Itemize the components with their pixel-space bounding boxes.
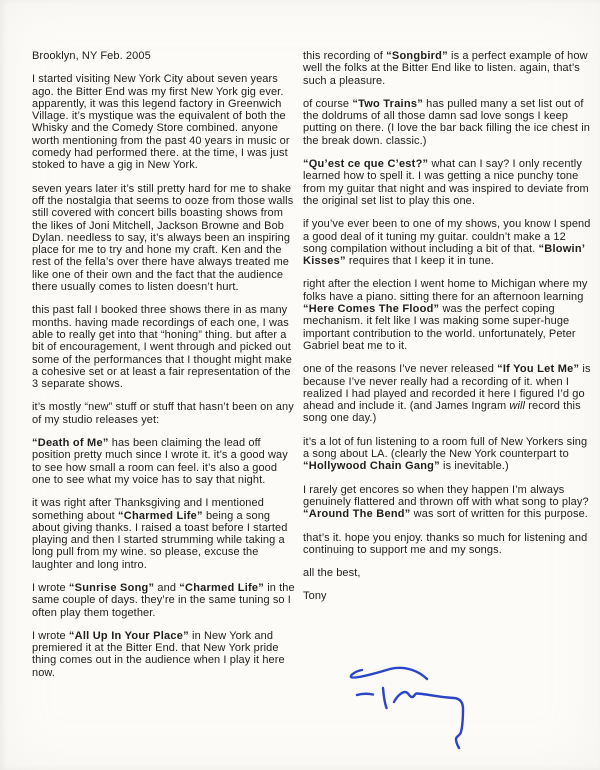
text-run: that’s it. hope you enjoy. thanks so much for listening and continuing to support me and my songs. xyxy=(303,531,588,556)
signature-stroke-tail xyxy=(394,692,463,748)
signer-name: Tony xyxy=(303,590,327,603)
text-run: if you’ve ever been to one of my shows, you know I spend a good deal of it tuning my guitar. couldn’t make a 12 song compilation without including a bit of that. xyxy=(303,218,591,255)
text-run: record this song one day.) xyxy=(303,400,581,425)
text-run: it was right after Thanksgiving and I mentioned something about xyxy=(32,497,264,522)
paragraph xyxy=(32,582,296,619)
text-run: I rarely get encores so when they happen I’m always genuinely flattered and thrown off with what song to play? xyxy=(303,483,589,508)
text-run: what can I say? I only recently learned how to spell it. I was getting a nice punchy tone from my guitar that night and was inspired to deviate from the original set list to play this one. xyxy=(303,158,589,207)
paragraph xyxy=(32,73,296,171)
left-paragraphs xyxy=(32,73,296,679)
text-run: has been claiming the lead off position pretty much since I wrote it. it’s a good way to see how small a room can feel. it’s also a good one to see what my voice has to say that night. xyxy=(32,437,288,486)
text-run: is inevitable.) xyxy=(439,460,509,473)
paragraph xyxy=(303,98,591,147)
text-run: “Hollywood Chain Gang” xyxy=(303,460,440,473)
text-run: “Sunrise Song” xyxy=(68,581,155,594)
text-run: this past fall I booked three shows there in as many months. having made recordings of each one, I was able to really get into that “honing” thing. but after a bit of encouragement, I went through and picked out some of the performances that I thought might make a cohesive set or at least a fair representation of the 3 separate shows. xyxy=(32,304,292,391)
signature-ink xyxy=(351,668,463,748)
text-run: of course xyxy=(303,97,353,110)
paragraph xyxy=(32,304,296,390)
text-run: “Qu’est ce que C’est?” xyxy=(303,158,429,171)
text-run: “Death of Me” xyxy=(32,437,109,450)
right-column xyxy=(303,50,591,614)
text-run: in New York and premiered it at the Bitter End. that New York pride thing comes out in the audience when I play it here now. xyxy=(32,629,285,679)
text-run: “All Up In Your Place” xyxy=(68,629,189,642)
text-run: will xyxy=(509,400,526,413)
text-run: right after the election I went home to Michigan where my folks have a piano. sitting there for an afternoon learning xyxy=(303,278,588,303)
paragraph xyxy=(303,158,591,207)
paragraph xyxy=(32,437,296,486)
signature-stroke-dash xyxy=(357,694,373,695)
text-run: this recording of xyxy=(303,50,387,62)
paragraph xyxy=(303,532,591,557)
paragraph xyxy=(303,50,591,87)
text-run: was sort of written for this purpose. xyxy=(410,508,588,521)
paragraph xyxy=(303,278,591,352)
text-run: is a perfect example of how well the folks at the Bitter End like to listen. again, that’s such a pleasure. xyxy=(303,50,588,87)
text-run: “Charmed Life” xyxy=(118,509,203,522)
signature-stroke-swoosh xyxy=(351,668,427,679)
text-run: was the perfect coping mechanism. it felt like I was making some super-huge important contribution to the world. unfortunately, Peter Gabriel beat me to it. xyxy=(303,303,576,352)
text-run: “Charmed Life” xyxy=(179,581,265,594)
text-run: is because I’ve never really had a recording of it. when I realized I had played and recorded it here I figured I’d go ahead and include it. (and James Ingram xyxy=(303,363,591,413)
paragraph xyxy=(32,630,296,679)
text-run: “Here Comes The Flood” xyxy=(303,303,440,316)
closing-line: all the best, xyxy=(303,567,361,580)
paragraph xyxy=(303,363,591,424)
text-run: “Around The Bend” xyxy=(303,508,411,521)
text-run: it’s a lot of fun listening to a room full of New Yorkers sing a song about LA. (clearly the New York counterpart to xyxy=(303,435,588,461)
text-run: I wrote xyxy=(32,581,69,594)
text-run: one of the reasons I’ve never released xyxy=(303,363,498,376)
text-run: I wrote xyxy=(32,629,69,642)
paragraph xyxy=(303,218,591,267)
text-run: “Songbird” xyxy=(386,50,448,62)
paragraph xyxy=(303,436,591,473)
text-run: in the same couple of days. they’re in the same tuning so I often play them together. xyxy=(32,581,295,619)
text-run: “If You Let Me” xyxy=(497,363,580,376)
text-run: it’s mostly “new” stuff or stuff that hasn’t been on any of my studio releases yet: xyxy=(32,401,294,426)
text-run: “Blowin’ Kisses” xyxy=(303,242,585,268)
signature-stroke-stem xyxy=(383,688,387,708)
text-run: seven years later it’s still pretty hard for me to shake off the nostalgia that seems to ooze from those walls still covered with concert bills boasting shows from the likes of Joni Mitchell, Jackson Browne and Bob Dylan. needless to say, it’s always been an inspiring place for me to try and hone my craft. Ken and the rest of the fella’s over there have always treated me like one of their own and the fact that the audience there usually comes to listen doesn’t hurt. xyxy=(32,182,294,294)
paragraph xyxy=(32,401,296,426)
text-run: and xyxy=(154,581,180,594)
text-run: has pulled many a set list out of the doldrums of all those damn sad love songs I keep putting on there. (I love the bar back filling the ice chest in the break down. classic.) xyxy=(303,97,590,147)
signature-scribble xyxy=(344,660,484,755)
text-run: being a song about giving thanks. I raised a toast before I started playing and then I started strumming while taking a long pull from my wine. so please, excuse the laughter and long intro. xyxy=(32,509,288,571)
text-run: requires that I keep it in tune. xyxy=(345,255,494,268)
text-run: I started visiting New York City about seven years ago. the Bitter End was my first New York gig ever. apparently, it was this legend factory in Greenwich Village. it’s mystique was the equivalent of both the Whisky and the Comedy Store combined. anyone worth mentioning from the past 40 years in music or comedy had performed there. at the time, I was just stoked to have a gig in New York. xyxy=(32,73,290,172)
left-column xyxy=(32,50,296,690)
right-paragraphs xyxy=(303,50,591,556)
dateline: Brooklyn, NY Feb. 2005 xyxy=(32,50,151,62)
paragraph xyxy=(32,183,296,294)
paragraph xyxy=(303,484,591,521)
text-run: “Two Trains” xyxy=(352,97,423,110)
paragraph xyxy=(32,497,296,571)
